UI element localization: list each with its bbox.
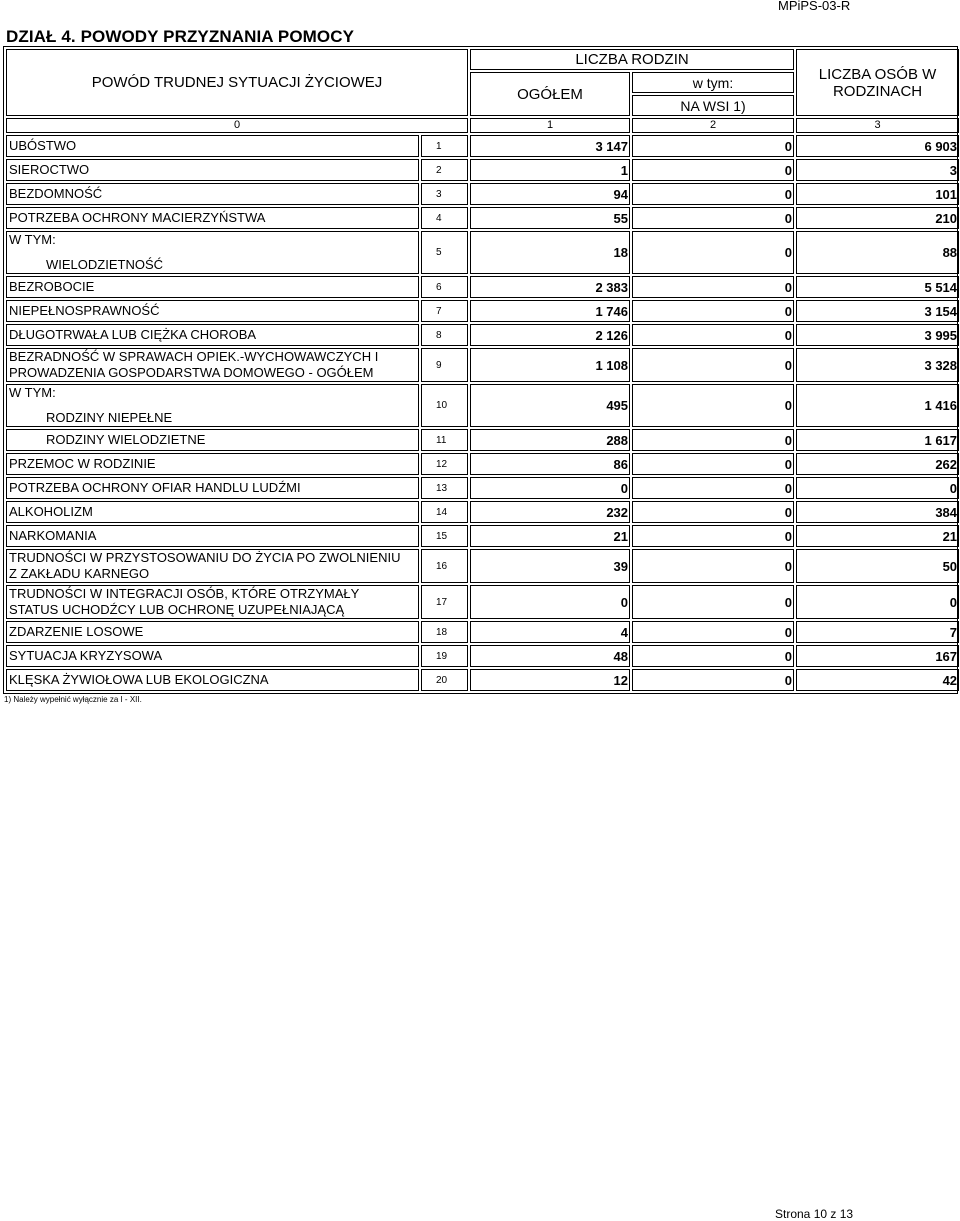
- footnote: 1) Należy wypełnić wyłącznie za I - XII.: [4, 695, 142, 704]
- cell-rural: 0: [632, 348, 794, 382]
- cell-rural: 0: [632, 159, 794, 181]
- row-label: PRZEMOC W RODZINIE: [6, 453, 419, 475]
- cell-rural: 0: [632, 477, 794, 499]
- table-row: [6, 621, 959, 643]
- cell-persons: 0: [796, 477, 959, 499]
- table-row: [6, 525, 959, 547]
- row-number: 19: [421, 645, 468, 667]
- table-row: [6, 477, 959, 499]
- cell-rural: 0: [632, 207, 794, 229]
- row-number: 13: [421, 477, 468, 499]
- cell-persons: 167: [796, 645, 959, 667]
- header-total: OGÓŁEM: [470, 72, 630, 116]
- cell-total: 12: [470, 669, 630, 691]
- cell-total: 4: [470, 621, 630, 643]
- row-sublabel: RODZINY NIEPEŁNE: [46, 410, 173, 425]
- row-label: ALKOHOLIZM: [6, 501, 419, 523]
- cell-persons: 3 995: [796, 324, 959, 346]
- row-number: 12: [421, 453, 468, 475]
- row-number: 5: [421, 231, 468, 274]
- row-label: DŁUGOTRWAŁA LUB CIĘŻKA CHOROBA: [6, 324, 419, 346]
- row-number: 2: [421, 159, 468, 181]
- cell-rural: 0: [632, 384, 794, 427]
- header-families: LICZBA RODZIN: [470, 49, 794, 70]
- cell-persons: 50: [796, 549, 959, 583]
- table-row: [6, 324, 959, 346]
- row-label: ZDARZENIE LOSOWE: [6, 621, 419, 643]
- row-label-line2: STATUS UCHODŹCY LUB OCHRONĘ UZUPEŁNIAJĄCĄ: [9, 602, 345, 617]
- row-label-line1: BEZRADNOŚĆ W SPRAWACH OPIEK.-WYCHOWAWCZYCH I: [9, 349, 379, 364]
- table-row: [6, 429, 959, 451]
- cell-total: 39: [470, 549, 630, 583]
- table-row: [6, 231, 959, 274]
- cell-total: 0: [470, 477, 630, 499]
- row-number: 14: [421, 501, 468, 523]
- row-number: 16: [421, 549, 468, 583]
- cell-persons: 42: [796, 669, 959, 691]
- cell-rural: 0: [632, 621, 794, 643]
- cell-rural: 0: [632, 231, 794, 274]
- table-row: [6, 348, 959, 382]
- cell-total: 86: [470, 453, 630, 475]
- table-row: [6, 183, 959, 205]
- header-of-which: w tym:: [632, 72, 794, 93]
- cell-rural: 0: [632, 549, 794, 583]
- row-number: 9: [421, 348, 468, 382]
- cell-persons: 7: [796, 621, 959, 643]
- cell-persons: 21: [796, 525, 959, 547]
- cell-total: 21: [470, 525, 630, 547]
- row-number: 10: [421, 384, 468, 427]
- row-label: UBÓSTWO: [6, 135, 419, 157]
- table-row: [6, 453, 959, 475]
- cell-persons: 6 903: [796, 135, 959, 157]
- cell-total: 48: [470, 645, 630, 667]
- row-label: BEZDOMNOŚĆ: [6, 183, 419, 205]
- cell-rural: 0: [632, 585, 794, 619]
- col-number-1: 1: [470, 118, 630, 133]
- cell-persons: 0: [796, 585, 959, 619]
- row-label: NARKOMANIA: [6, 525, 419, 547]
- cell-total: 288: [470, 429, 630, 451]
- row-number: 1: [421, 135, 468, 157]
- row-sublabel: WIELODZIETNOŚĆ: [46, 257, 164, 272]
- table-row: [6, 276, 959, 298]
- cell-persons: 384: [796, 501, 959, 523]
- row-number: 6: [421, 276, 468, 298]
- row-label: SIEROCTWO: [6, 159, 419, 181]
- table-row: [6, 159, 959, 181]
- table-row: [6, 645, 959, 667]
- row-number: 3: [421, 183, 468, 205]
- row-label: NIEPEŁNOSPRAWNOŚĆ: [6, 300, 419, 322]
- row-label-line1: TRUDNOŚCI W INTEGRACJI OSÓB, KTÓRE OTRZYMAŁY: [9, 586, 360, 601]
- table-row: [6, 549, 959, 583]
- row-number: 4: [421, 207, 468, 229]
- form-code: MPiPS-03-R: [778, 0, 851, 13]
- col-number-2: 2: [632, 118, 794, 133]
- cell-persons: 1 416: [796, 384, 959, 427]
- cell-total: 18: [470, 231, 630, 274]
- row-label: [6, 585, 419, 619]
- col-number-0: 0: [6, 118, 468, 133]
- section-title: DZIAŁ 4. POWODY PRZYZNANIA POMOCY: [6, 27, 355, 46]
- cell-persons: 1 617: [796, 429, 959, 451]
- row-number: 7: [421, 300, 468, 322]
- cell-persons: 101: [796, 183, 959, 205]
- row-number: 20: [421, 669, 468, 691]
- row-label: [6, 429, 419, 451]
- cell-total: 55: [470, 207, 630, 229]
- cell-rural: 0: [632, 645, 794, 667]
- cell-total: 2 126: [470, 324, 630, 346]
- row-number: 8: [421, 324, 468, 346]
- cell-persons: 5 514: [796, 276, 959, 298]
- row-label: POTRZEBA OCHRONY OFIAR HANDLU LUDŹMI: [6, 477, 419, 499]
- cell-total: 0: [470, 585, 630, 619]
- cell-persons: 88: [796, 231, 959, 274]
- cell-total: 2 383: [470, 276, 630, 298]
- row-label-line2: Z ZAKŁADU KARNEGO: [9, 566, 150, 581]
- cell-persons: 210: [796, 207, 959, 229]
- row-label: [6, 549, 419, 583]
- row-label-line1: TRUDNOŚCI W PRZYSTOSOWANIU DO ŻYCIA PO ZWOLNIENIU: [9, 550, 401, 565]
- table-row: [6, 384, 959, 427]
- cell-total: 1 108: [470, 348, 630, 382]
- row-number: 18: [421, 621, 468, 643]
- row-label: KLĘSKA ŻYWIOŁOWA LUB EKOLOGICZNA: [6, 669, 419, 691]
- header-reason: POWÓD TRUDNEJ SYTUACJI ŻYCIOWEJ: [6, 49, 468, 116]
- col-number-3: 3: [796, 118, 959, 133]
- cell-rural: 0: [632, 453, 794, 475]
- table-row: [6, 585, 959, 619]
- table-row: [6, 300, 959, 322]
- table-row: [6, 669, 959, 691]
- row-number: 11: [421, 429, 468, 451]
- row-sublabel: RODZINY WIELODZIETNE: [46, 432, 206, 447]
- row-label: [6, 348, 419, 382]
- row-number: 17: [421, 585, 468, 619]
- cell-rural: 0: [632, 525, 794, 547]
- reasons-table: [3, 46, 958, 694]
- row-number: 15: [421, 525, 468, 547]
- table-row: [6, 135, 959, 157]
- cell-persons: 3 328: [796, 348, 959, 382]
- cell-persons: 3: [796, 159, 959, 181]
- page-number: Strona 10 z 13: [775, 1207, 854, 1221]
- row-label: BEZROBOCIE: [6, 276, 419, 298]
- table-row: [6, 501, 959, 523]
- cell-total: 3 147: [470, 135, 630, 157]
- cell-total: 1: [470, 159, 630, 181]
- cell-rural: 0: [632, 135, 794, 157]
- table-row: [6, 207, 959, 229]
- row-label-prefix: W TYM:: [9, 385, 56, 400]
- row-label: POTRZEBA OCHRONY MACIERZYŃSTWA: [6, 207, 419, 229]
- cell-total: 1 746: [470, 300, 630, 322]
- row-label: SYTUACJA KRYZYSOWA: [6, 645, 419, 667]
- row-label: [6, 384, 419, 427]
- cell-total: 232: [470, 501, 630, 523]
- cell-rural: 0: [632, 429, 794, 451]
- cell-total: 94: [470, 183, 630, 205]
- row-label-prefix: W TYM:: [9, 232, 56, 247]
- cell-total: 495: [470, 384, 630, 427]
- cell-rural: 0: [632, 183, 794, 205]
- cell-rural: 0: [632, 501, 794, 523]
- cell-rural: 0: [632, 276, 794, 298]
- row-label: [6, 231, 419, 274]
- cell-rural: 0: [632, 324, 794, 346]
- cell-persons: 3 154: [796, 300, 959, 322]
- row-label-line2: PROWADZENIA GOSPODARSTWA DOMOWEGO - OGÓŁEM: [9, 365, 374, 380]
- cell-rural: 0: [632, 669, 794, 691]
- cell-persons: 262: [796, 453, 959, 475]
- header-persons: LICZBA OSÓB W RODZINACH: [796, 49, 959, 116]
- cell-rural: 0: [632, 300, 794, 322]
- header-rural: NA WSI 1): [632, 95, 794, 116]
